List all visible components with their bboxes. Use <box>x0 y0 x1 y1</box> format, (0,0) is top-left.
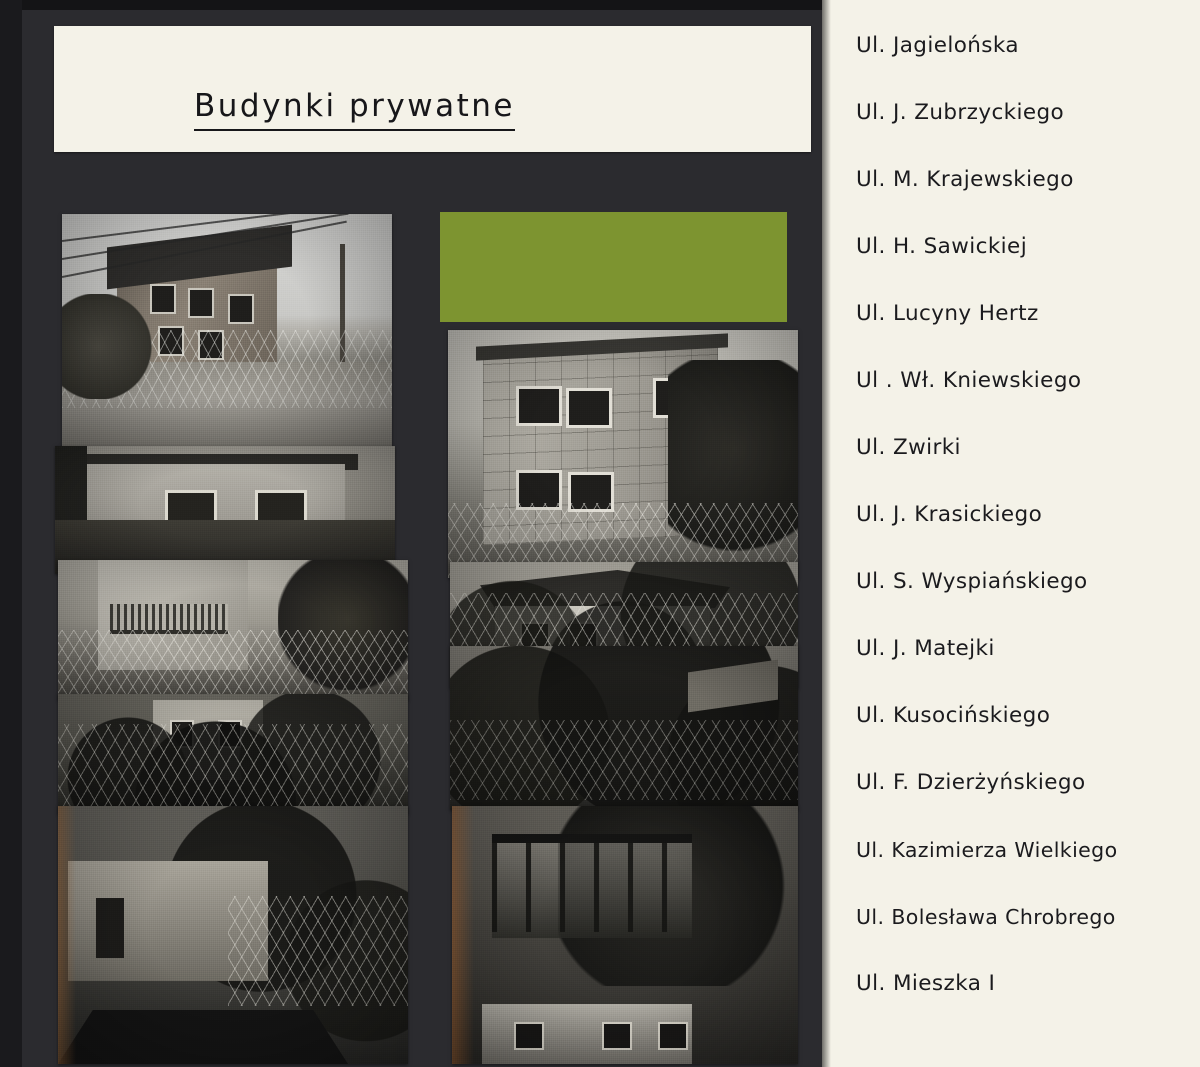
green-color-swatch <box>440 212 787 322</box>
list-item: Ul. H. Sawickiej <box>856 234 1028 259</box>
photo-6 <box>448 330 798 578</box>
list-item: Ul. J. Matejki <box>856 636 995 661</box>
page-title: Budynki prywatne <box>194 88 515 131</box>
title-strip <box>54 26 811 152</box>
list-item: Ul. Bolesława Chrobrego <box>856 905 1116 929</box>
list-item: Ul. J. Krasickiego <box>856 502 1043 527</box>
list-item: Ul. Kazimierza Wielkiego <box>856 838 1118 862</box>
list-item: Ul. Kusocińskiego <box>856 703 1051 728</box>
photo-4 <box>58 694 408 814</box>
list-item: Ul. S. Wyspiańskiego <box>856 569 1088 594</box>
photo-5 <box>58 806 408 1064</box>
list-item: Ul. J. Zubrzyckiego <box>856 100 1065 125</box>
list-item: Ul. Zwirki <box>856 435 961 460</box>
board-top-edge <box>0 0 822 10</box>
board-left-edge <box>0 0 22 1067</box>
photo-1 <box>62 214 392 454</box>
street-index-panel <box>822 0 1200 1067</box>
photo-3 <box>58 560 408 700</box>
photo-8 <box>450 646 798 810</box>
street-index-list <box>856 24 1200 1029</box>
list-item: Ul. Lucyny Hertz <box>856 301 1039 326</box>
list-item: Ul. M. Krajewskiego <box>856 167 1074 192</box>
list-item: Ul . Wł. Kniewskiego <box>856 368 1082 393</box>
photo-2 <box>55 446 395 574</box>
panel-edge-shadow <box>822 0 831 1067</box>
list-item: Ul. Jagielońska <box>856 33 1019 58</box>
list-item: Ul. Mieszka I <box>856 971 996 996</box>
list-item: Ul. F. Dzierżyńskiego <box>856 770 1086 795</box>
photo-9 <box>452 806 798 1064</box>
